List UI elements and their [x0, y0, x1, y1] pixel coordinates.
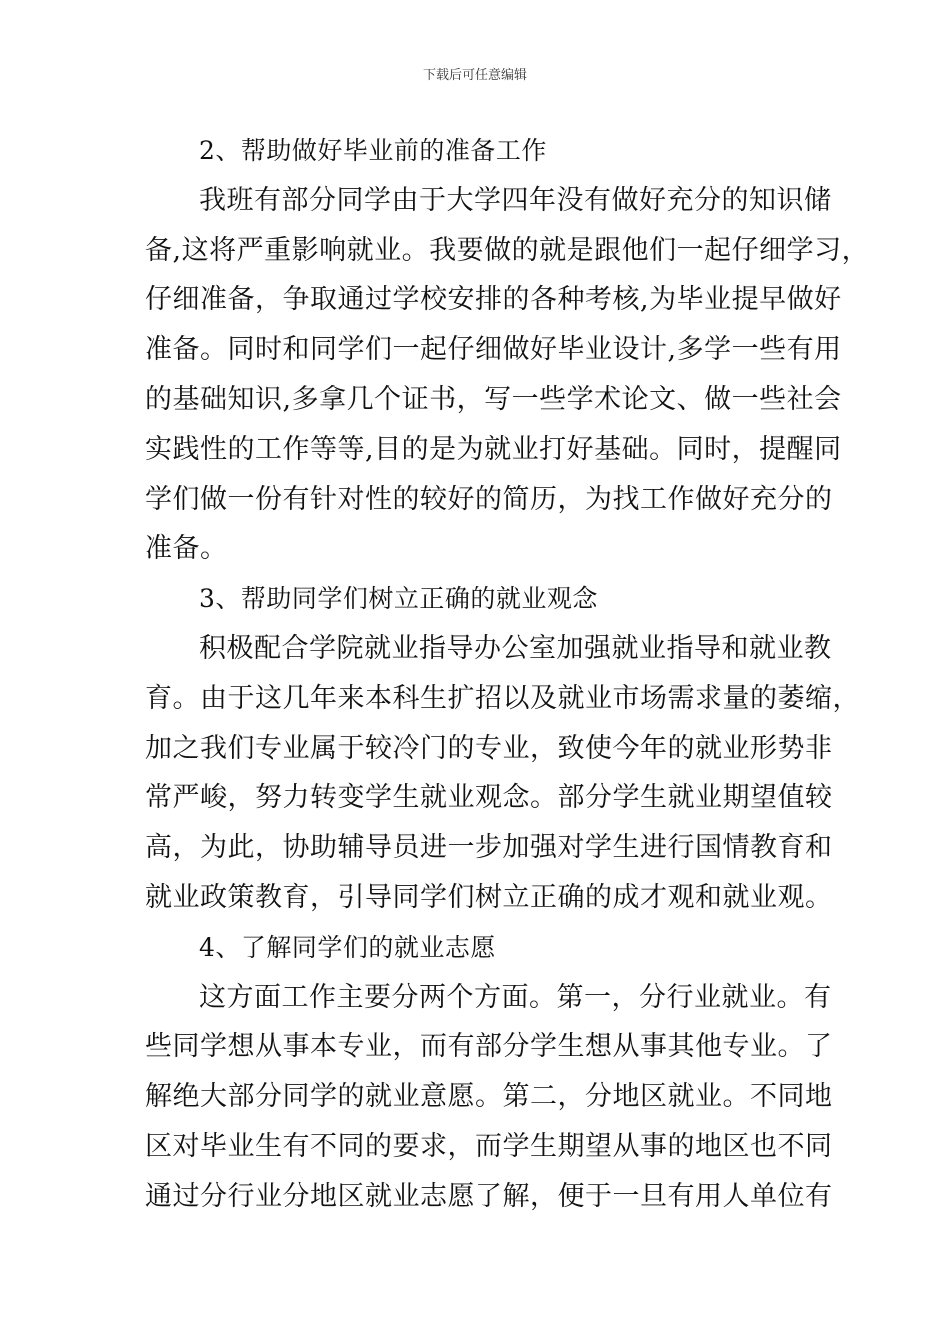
- paragraph-line: 这方面工作主要分两个方面。第一，分行业就业。有: [199, 981, 832, 1013]
- paragraph-line: 学们做一份有针对性的较好的简历，为找工作做好充分的: [145, 483, 833, 515]
- paragraph-line: 些同学想从事本专业，而有部分学生想从事其他专业。了: [145, 1031, 833, 1063]
- paragraph-line: 准备。: [145, 533, 228, 565]
- paragraph-line: 仔细准备，争取通过学校安排的各种考核,为毕业提早做好: [145, 284, 842, 316]
- paragraph-line: 积极配合学院就业指导办公室加强就业指导和就业教: [199, 632, 832, 664]
- paragraph-line: 常严峻，努力转变学生就业观念。部分学生就业期望值较: [145, 782, 833, 814]
- paragraph-line: 高，为此，协助辅导员进一步加强对学生进行国情教育和: [145, 832, 833, 864]
- paragraph-line: 的基础知识,多拿几个证书，写一些学术论文、做一些社会: [145, 383, 842, 415]
- paragraph-line: 加之我们专业属于较冷门的专业，致使今年的就业形势非: [145, 732, 833, 764]
- paragraph-line: 备,这将严重影响就业。我要做的就是跟他们一起仔细学习，: [145, 234, 870, 266]
- paragraph-line: 实践性的工作等等,目的是为就业打好基础。同时，提醒同: [145, 433, 842, 465]
- section-heading-2: 2、帮助做好毕业前的准备工作: [199, 136, 547, 165]
- paragraph-line: 解绝大部分同学的就业意愿。第二，分地区就业。不同地: [145, 1081, 833, 1113]
- paragraph-line: 育。由于这几年来本科生扩招以及就业市场需求量的萎缩，: [145, 682, 860, 714]
- document-body: [145, 126, 870, 1222]
- section-heading-4: 4、了解同学们的就业志愿: [199, 932, 496, 962]
- paragraph-line: 通过分行业分地区就业志愿了解，便于一旦有用人单位有: [145, 1180, 833, 1212]
- section-heading-3: 3、帮助同学们树立正确的就业观念: [199, 584, 598, 614]
- paragraph-line: 就业政策教育，引导同学们树立正确的成才观和就业观。: [145, 881, 833, 913]
- page-header: 下载后可任意编辑: [422, 68, 527, 83]
- paragraph-line: 区对毕业生有不同的要求，而学生期望从事的地区也不同: [145, 1130, 833, 1162]
- paragraph-line: 我班有部分同学由于大学四年没有做好充分的知识储: [199, 184, 832, 216]
- paragraph-line: 准备。同时和同学们一起仔细做好毕业设计,多学一些有用: [145, 334, 842, 366]
